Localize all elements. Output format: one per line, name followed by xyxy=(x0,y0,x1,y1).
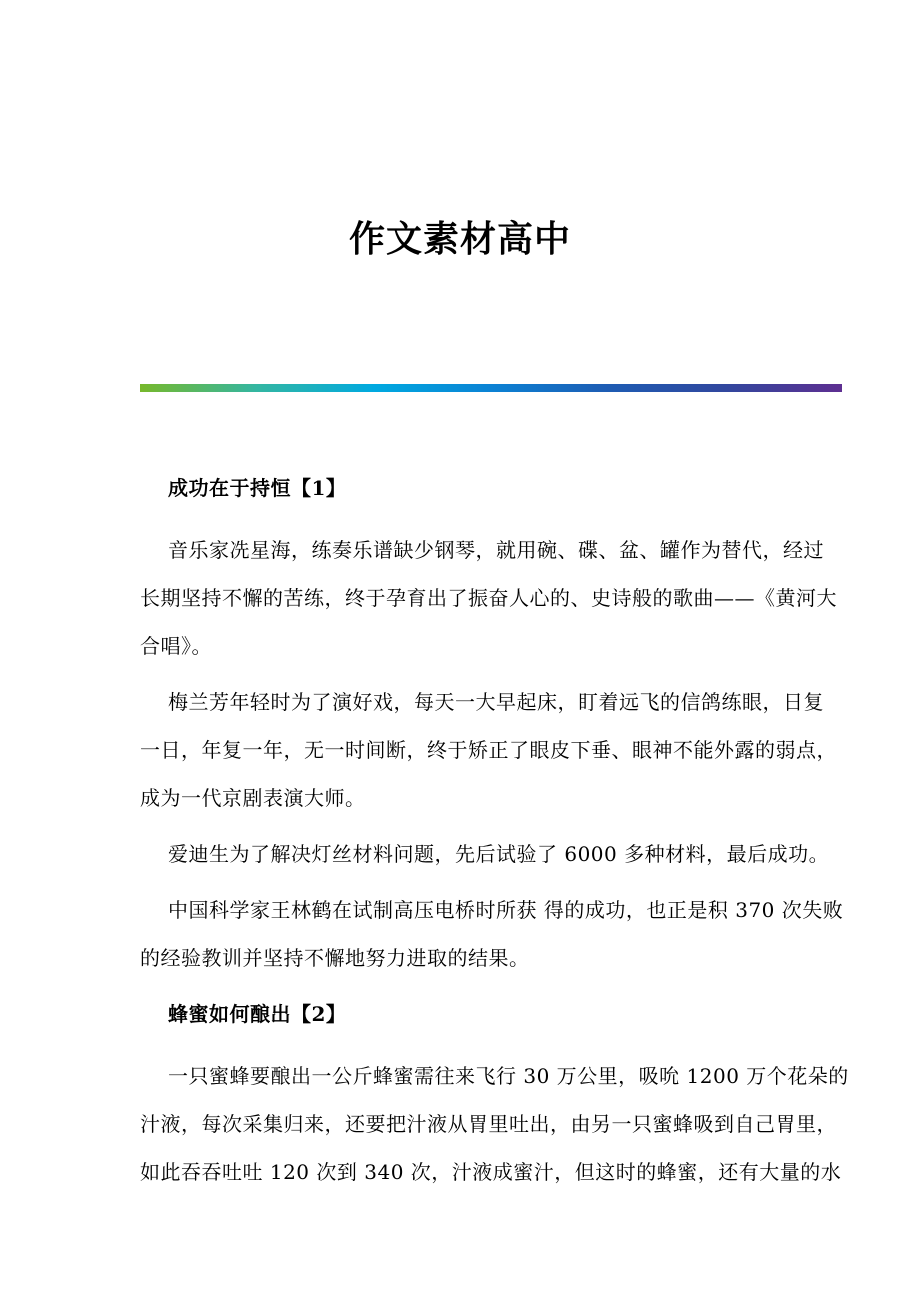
page-title: 作文素材高中 xyxy=(348,218,571,260)
text-line: 成功在于持恒【1】 xyxy=(168,476,347,500)
section-heading xyxy=(140,464,840,512)
text-line: 音乐家冼星海，练奏乐谱缺少钢琴，就用碗、碟、盆、罐作为替代，经过 xyxy=(168,538,824,562)
text-line: 爱迪生为了解决灯丝材料问题，先后试验了 6000 多种材料，最后成功。 xyxy=(168,842,830,866)
text-line: 汁液，每次采集归来，还要把汁液从胃里吐出，由另一只蜜蜂吸到自己胃里， xyxy=(140,1112,837,1136)
text-line: 长期坚持不懈的苦练，终于孕育出了振奋人心的、史诗般的歌曲——《黄河大 xyxy=(140,586,837,610)
text-line: 中国科学家王林鹤在试制高压电桥时所获 得的成功，也正是积 370 次失败 xyxy=(168,898,844,922)
paragraph xyxy=(140,830,840,878)
paragraph xyxy=(140,1052,849,1196)
paragraph xyxy=(140,678,840,822)
text-line: 梅兰芳年轻时为了演好戏，每天一大早起床，盯着远飞的信鸽练眼，日复 xyxy=(168,690,824,714)
document-body xyxy=(140,464,849,1196)
section-heading xyxy=(140,990,840,1038)
paragraph xyxy=(140,526,840,670)
text-line: 合唱》。 xyxy=(140,634,212,658)
text-line: 的经验教训并坚持不懈地努力进取的结果。 xyxy=(140,946,530,970)
text-line: 如此吞吞吐吐 120 次到 340 次，汁液成蜜汁，但这时的蜂蜜，还有大量的水 xyxy=(140,1160,842,1184)
paragraph xyxy=(140,886,844,982)
accent-divider-bar xyxy=(140,384,842,392)
text-line: 成为一代京剧表演大师。 xyxy=(140,786,366,810)
text-line: 一日，年复一年，无一时间断，终于矫正了眼皮下垂、眼神不能外露的弱点， xyxy=(140,738,837,762)
text-line: 蜂蜜如何酿出【2】 xyxy=(168,1002,347,1026)
text-line: 一只蜜蜂要酿出一公斤蜂蜜需往来飞行 30 万公里，吸吮 1200 万个花朵的 xyxy=(168,1064,849,1088)
